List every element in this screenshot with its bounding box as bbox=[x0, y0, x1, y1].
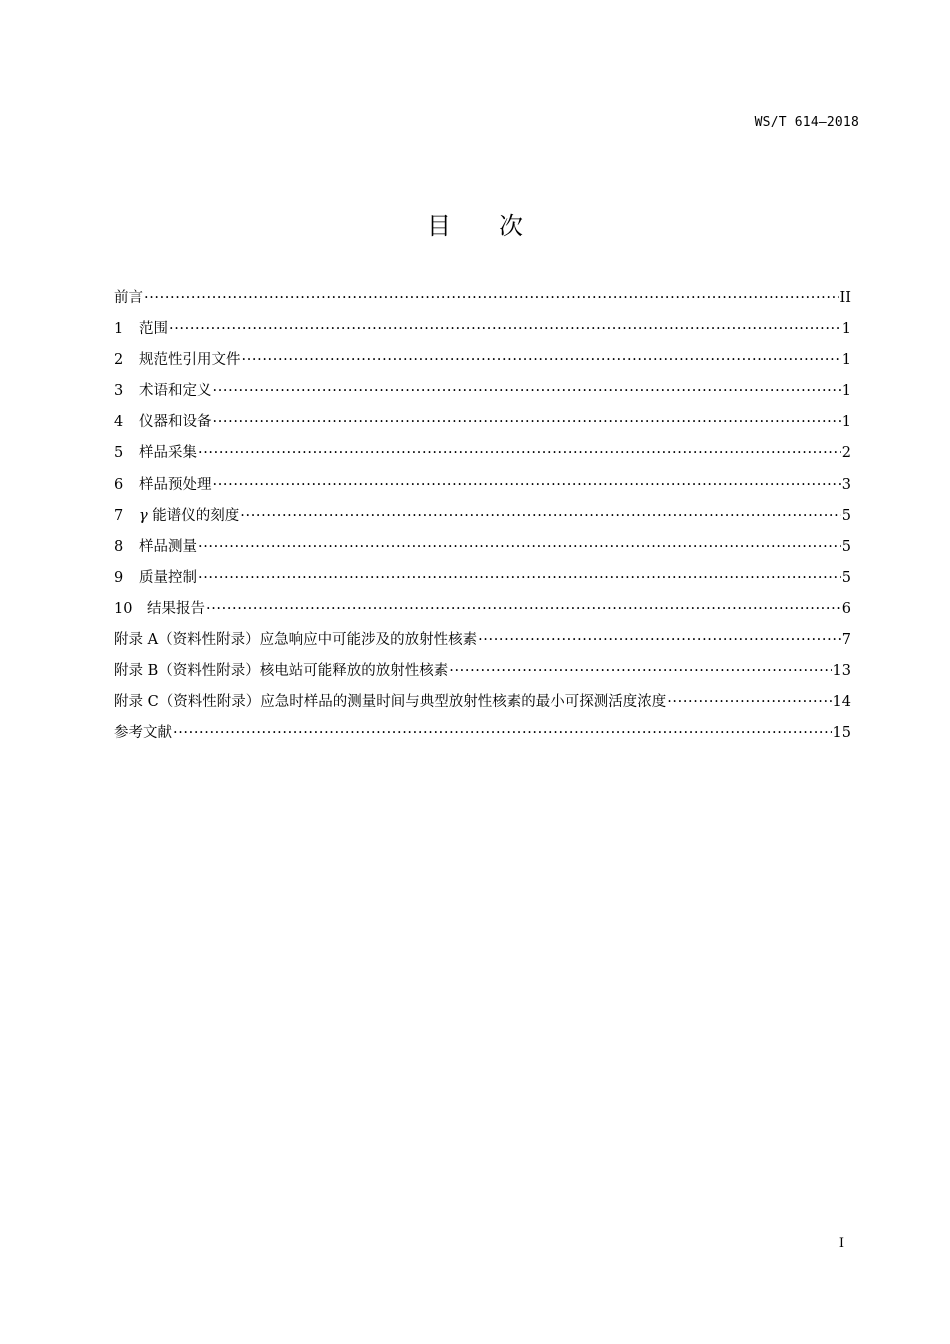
toc-leader-dots bbox=[198, 567, 841, 589]
toc-page-number: 2 bbox=[841, 445, 851, 462]
toc-entry-title: 结果报告 bbox=[147, 600, 205, 617]
toc-leader-dots bbox=[240, 505, 840, 527]
toc-entry-title: 前言 bbox=[114, 290, 143, 306]
toc-leader-dots bbox=[449, 660, 831, 682]
toc-leader-dots bbox=[198, 536, 841, 558]
table-of-contents bbox=[114, 287, 851, 753]
toc-entry-1[interactable] bbox=[114, 318, 851, 349]
toc-section-number: 6 bbox=[114, 476, 124, 493]
toc-page-number: 5 bbox=[841, 569, 851, 586]
toc-page-number: 1 bbox=[841, 321, 851, 338]
toc-entry-title: 应急响应中可能涉及的放射性核素 bbox=[259, 632, 478, 649]
toc-entry-4[interactable] bbox=[114, 411, 851, 442]
toc-leader-dots bbox=[242, 349, 841, 371]
toc-leader-dots bbox=[667, 691, 831, 713]
toc-section-number: 2 bbox=[114, 352, 124, 369]
toc-entry-title: 仪器和设备 bbox=[139, 414, 212, 431]
toc-section-number: 5 bbox=[114, 445, 124, 462]
toc-section-number: 10 bbox=[114, 600, 133, 617]
toc-leader-dots bbox=[173, 722, 832, 744]
toc-page-number: II bbox=[839, 290, 851, 306]
toc-entry-title: 质量控制 bbox=[139, 569, 197, 586]
toc-leader-dots bbox=[478, 629, 841, 651]
toc-entry-10[interactable] bbox=[114, 598, 851, 629]
toc-section-number: 4 bbox=[114, 414, 124, 431]
toc-entry-title: 范围 bbox=[139, 321, 168, 338]
toc-entry-3[interactable] bbox=[114, 380, 851, 411]
toc-entry-title: 规范性引用文件 bbox=[139, 352, 241, 369]
page-title bbox=[0, 206, 950, 241]
toc-entry-6[interactable] bbox=[114, 474, 851, 505]
toc-leader-dots bbox=[144, 287, 839, 309]
toc-section-number: 7 bbox=[114, 507, 124, 524]
toc-entry-title bbox=[139, 505, 239, 527]
toc-page-number: 1 bbox=[841, 352, 851, 369]
toc-page-number: 1 bbox=[841, 414, 851, 431]
toc-entry-appendix-b[interactable] bbox=[114, 660, 851, 691]
standard-code: WS/T 614—2018 bbox=[754, 115, 859, 130]
toc-leader-dots bbox=[206, 598, 841, 620]
toc-appendix-label: 附录 C（资料性附录） bbox=[114, 694, 261, 711]
toc-entry-appendix-a[interactable] bbox=[114, 629, 851, 660]
toc-page-number: 7 bbox=[841, 632, 851, 649]
toc-entry-5[interactable] bbox=[114, 442, 851, 473]
toc-leader-dots bbox=[213, 380, 841, 402]
toc-entry-8[interactable] bbox=[114, 536, 851, 567]
toc-entry-title: 样品测量 bbox=[139, 538, 197, 555]
toc-page-number: 3 bbox=[841, 476, 851, 493]
page-number-footer: I bbox=[838, 1236, 844, 1251]
toc-entry-title: 样品采集 bbox=[139, 445, 197, 462]
toc-section-number: 9 bbox=[114, 569, 124, 586]
toc-page-number: 6 bbox=[841, 600, 851, 617]
toc-section-number: 3 bbox=[114, 383, 124, 400]
toc-entry-2[interactable] bbox=[114, 349, 851, 380]
toc-leader-dots bbox=[169, 318, 841, 340]
toc-page-number: 1 bbox=[841, 383, 851, 400]
toc-page-number: 15 bbox=[832, 725, 851, 742]
toc-entry-title: 应急时样品的测量时间与典型放射性核素的最小可探测活度浓度 bbox=[260, 694, 667, 711]
toc-entry-title: 样品预处理 bbox=[139, 476, 212, 493]
toc-entry-7[interactable] bbox=[114, 505, 851, 536]
toc-section-number: 1 bbox=[114, 321, 124, 338]
title-char-1: 目 bbox=[427, 212, 451, 240]
toc-entry-title: 核电站可能释放的放射性核素 bbox=[259, 663, 449, 680]
toc-entry-title-text: 能谱仪的刻度 bbox=[152, 507, 240, 524]
toc-page-number: 5 bbox=[841, 507, 851, 524]
gamma-symbol: γ bbox=[139, 507, 148, 524]
toc-section-number: 8 bbox=[114, 538, 124, 555]
toc-entry-title: 术语和定义 bbox=[139, 383, 212, 400]
toc-entry-9[interactable] bbox=[114, 567, 851, 598]
toc-leader-dots bbox=[213, 411, 841, 433]
toc-leader-dots bbox=[198, 442, 841, 464]
toc-leader-dots bbox=[213, 474, 841, 496]
toc-entry-foreword[interactable] bbox=[114, 287, 851, 318]
toc-page-number: 13 bbox=[832, 663, 851, 680]
toc-entry-appendix-c[interactable] bbox=[114, 691, 851, 722]
toc-page-number: 14 bbox=[832, 694, 851, 711]
toc-entry-references[interactable] bbox=[114, 722, 851, 753]
title-char-2: 次 bbox=[499, 212, 523, 240]
toc-entry-title: 参考文献 bbox=[114, 725, 172, 742]
toc-page-number: 5 bbox=[841, 538, 851, 555]
toc-appendix-label: 附录 A（资料性附录） bbox=[114, 632, 260, 649]
toc-appendix-label: 附录 B（资料性附录） bbox=[114, 663, 260, 680]
